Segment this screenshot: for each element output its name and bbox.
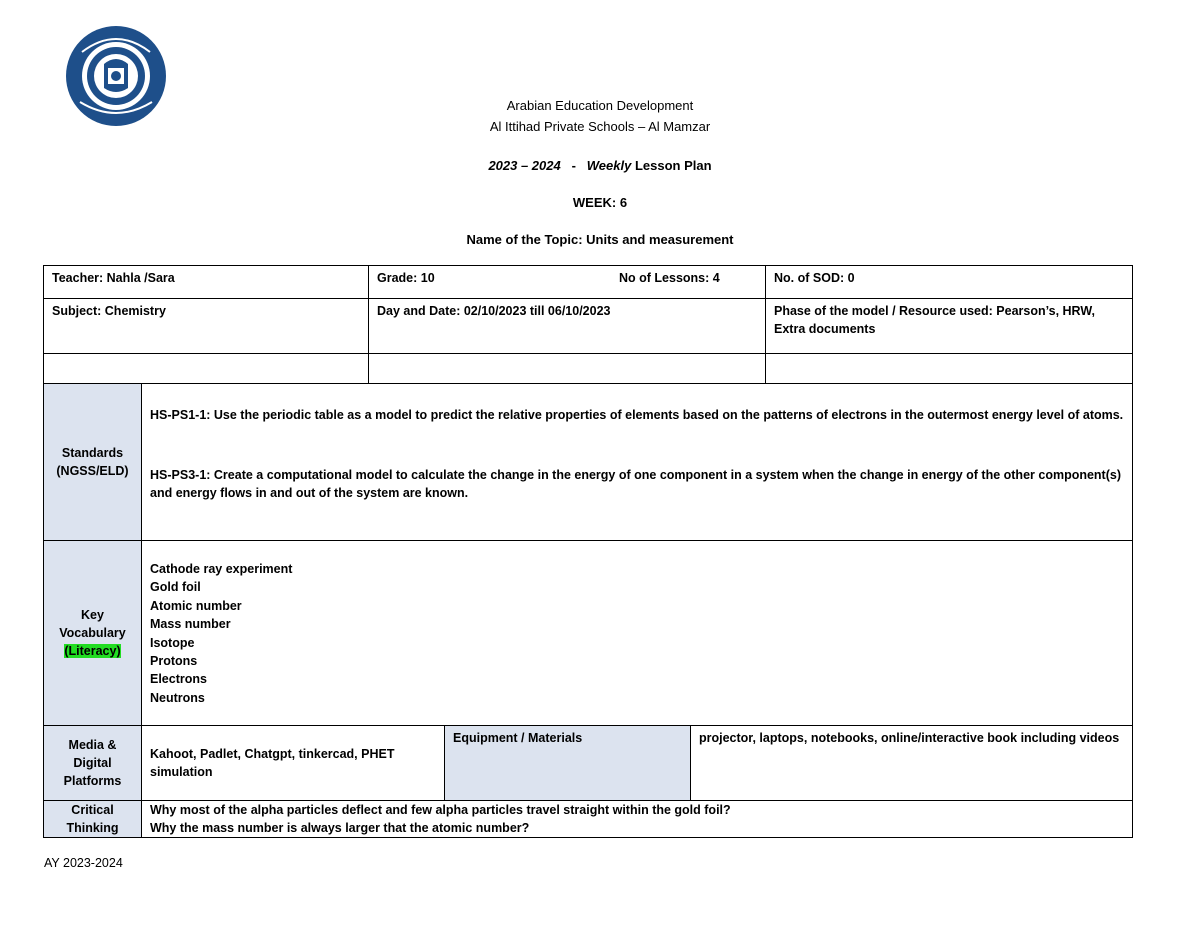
vocab-item: Isotope xyxy=(150,635,195,650)
media-content xyxy=(141,725,445,801)
equipment-text: projector, laptops, notebooks, online/interactive book including videos xyxy=(699,731,1120,745)
teacher-cell xyxy=(43,265,369,299)
empty-cell-3 xyxy=(765,353,1133,384)
vocabulary-label-line1: Key xyxy=(81,608,104,622)
grade-text: Grade: 10 xyxy=(377,271,435,285)
vocab-item: Gold foil xyxy=(150,580,201,595)
literacy-highlight: (Literacy) xyxy=(64,644,121,658)
plan-year: 2023 – 2024 xyxy=(488,158,561,173)
vocabulary-label xyxy=(43,540,142,726)
teacher-text: Teacher: Nahla /Sara xyxy=(52,271,175,285)
subject-cell xyxy=(43,298,369,354)
critical-label-text: Critical Thinking xyxy=(66,803,119,835)
sod-cell xyxy=(765,265,1133,299)
standards-label-line2: (NGSS/ELD) xyxy=(56,464,129,478)
phase-cell xyxy=(765,298,1133,354)
sod-text: No. of SOD: 0 xyxy=(774,271,855,285)
phase-text: Phase of the model / Resource used: Pearson’s, HRW, Extra documents xyxy=(774,304,1095,336)
lessons-text: No of Lessons: 4 xyxy=(619,271,720,285)
standards-label xyxy=(43,383,142,541)
critical-label xyxy=(43,800,142,838)
media-label-text: Media & Digital Platforms xyxy=(63,738,122,788)
footer-academic-year: AY 2023-2024 xyxy=(44,856,123,870)
equipment-label xyxy=(444,725,691,801)
standard-1: HS-PS1-1: Use the periodic table as a model to predict the relative properties of elements based on the patterns of electrons in the outermost energy level of atoms. xyxy=(150,408,1124,422)
empty-cell-2 xyxy=(368,353,766,384)
critical-content xyxy=(141,800,1133,838)
plan-weekly: Weekly xyxy=(586,158,632,173)
subject-text: Subject: Chemistry xyxy=(52,304,166,318)
plan-separator: - xyxy=(571,158,576,173)
grade-cell xyxy=(368,265,766,299)
date-text: Day and Date: 02/10/2023 till 06/10/2023 xyxy=(377,304,611,318)
plan-title xyxy=(0,158,1200,173)
topic-label: Name of the Topic: Units and measurement xyxy=(466,232,734,247)
plan-label: Lesson Plan xyxy=(634,158,712,173)
empty-cell-1 xyxy=(43,353,369,384)
standards-label-line1: Standards xyxy=(61,446,124,460)
critical-question-1: Why most of the alpha particles deflect and few alpha particles travel straight within the gold foil? xyxy=(150,803,731,817)
vocab-item: Atomic number xyxy=(150,598,242,613)
vocab-item: Protons xyxy=(150,654,198,669)
equipment-content xyxy=(690,725,1133,801)
vocab-item: Electrons xyxy=(150,672,207,687)
vocabulary-label-line2: Vocabulary xyxy=(59,626,126,640)
media-label xyxy=(43,725,142,801)
equipment-label-text: Equipment / Materials xyxy=(453,731,583,745)
critical-question-2: Why the mass number is always larger that the atomic number? xyxy=(150,821,530,835)
date-cell xyxy=(368,298,766,354)
school-name: Al Ittihad Private Schools – Al Mamzar xyxy=(489,119,711,134)
vocab-item: Neutrons xyxy=(150,690,205,705)
standards-content xyxy=(141,383,1133,541)
media-text: Kahoot, Padlet, Chatgpt, tinkercad, PHET simulation xyxy=(150,747,395,779)
vocab-item: Cathode ray experiment xyxy=(150,562,293,576)
vocab-item: Mass number xyxy=(150,617,231,632)
standard-2: HS-PS3-1: Create a computational model to calculate the change in the energy of one component in a system when the change in energy of the other component(s) and energy flows in and out of the system are known. xyxy=(150,468,1121,500)
week-label: WEEK: 6 xyxy=(572,195,628,210)
org-name: Arabian Education Development xyxy=(506,98,694,113)
vocabulary-content xyxy=(141,540,1133,726)
